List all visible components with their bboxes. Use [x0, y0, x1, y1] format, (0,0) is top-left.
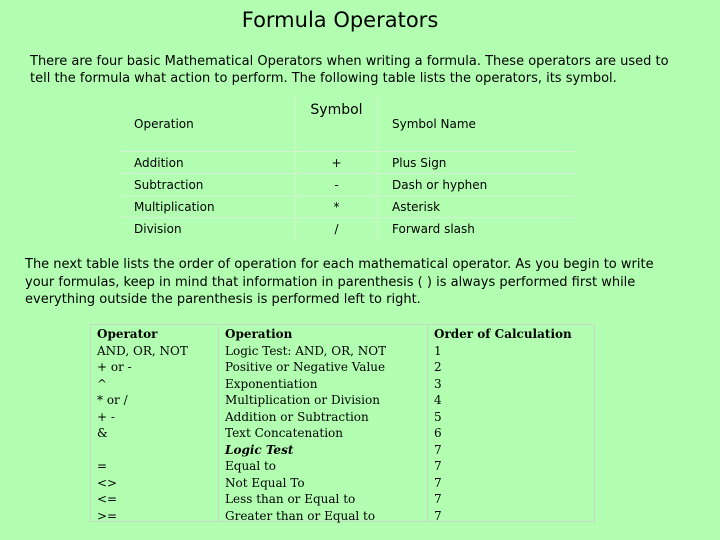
operation-cell: Positive or Negative Value	[225, 360, 386, 374]
symbol-name-cell: Asterisk	[378, 196, 576, 218]
operation-cell: Less than or Equal to	[225, 492, 356, 506]
order-cell: 7	[434, 442, 442, 457]
operation-cell: Division	[120, 218, 296, 240]
operation-cell: Greater than or Equal to	[225, 508, 376, 523]
operator-cell: * or /	[97, 393, 128, 407]
order-cell: 7	[434, 475, 442, 490]
symbol-cell: /	[296, 218, 378, 240]
table-row	[120, 152, 575, 174]
symbol-name-cell: Dash or hyphen	[378, 174, 576, 196]
table-row	[120, 174, 575, 196]
operation-cell: Equal to	[225, 459, 277, 473]
operator-cell: &	[97, 426, 108, 440]
header-symbol: Symbol	[296, 97, 378, 152]
operator-cell: =	[97, 459, 108, 473]
symbol-cell: +	[296, 152, 378, 174]
order-cell: 7	[434, 459, 442, 473]
operation-cell: Multiplication or Division	[225, 393, 380, 407]
operator-cell: >=	[97, 508, 118, 523]
header-operation: Operation	[134, 117, 194, 131]
operation-cell: Subtraction	[120, 174, 296, 196]
order-of-operations-paragraph: The next table lists the order of operation for each mathematical operator. As you begin to write your formulas, keep in mind that information in parenthesis ( ) is always performed first while everything outside the parenthesis is performed left to right.	[25, 257, 654, 307]
table-row	[120, 196, 575, 218]
page-title: Formula Operators	[241, 8, 439, 32]
header-operator: Operator	[97, 327, 158, 341]
operation-column	[225, 326, 421, 521]
order-cell: 3	[434, 376, 442, 391]
order-cell: 2	[434, 360, 442, 374]
table-header-row	[120, 97, 575, 152]
operation-cell: Text Concatenation	[225, 426, 344, 440]
operator-cell	[97, 442, 217, 459]
operation-cell: Addition	[120, 152, 296, 174]
header-operation: Operation	[225, 327, 293, 341]
operator-cell: ^	[97, 376, 108, 391]
operator-cell: <=	[97, 492, 118, 506]
operation-cell-logic-test: Logic Test	[225, 442, 294, 457]
order-cell: 4	[434, 393, 442, 407]
operator-cell: AND, OR, NOT	[97, 343, 188, 358]
operator-cell: + or -	[97, 360, 132, 374]
header-symbol-name: Symbol Name	[378, 97, 576, 152]
column-divider	[218, 325, 219, 521]
operation-cell: Not Equal To	[225, 475, 305, 490]
table-row	[120, 218, 575, 240]
symbol-name-cell: Plus Sign	[378, 152, 576, 174]
column-divider	[427, 325, 428, 521]
symbol-name-cell: Forward slash	[378, 218, 576, 240]
order-column	[434, 326, 594, 521]
operation-cell: Logic Test: AND, OR, NOT	[225, 343, 387, 358]
symbol-cell: *	[296, 196, 378, 218]
order-cell: 5	[434, 409, 442, 424]
operation-cell: Exponentiation	[225, 376, 318, 391]
order-of-operations-table	[90, 324, 595, 522]
operation-cell: Multiplication	[120, 196, 296, 218]
order-cell: 7	[434, 492, 442, 506]
operation-cell: Addition or Subtraction	[225, 409, 369, 424]
operator-cell: <>	[97, 475, 118, 490]
header-order: Order of Calculation	[434, 327, 572, 341]
symbol-cell: -	[296, 174, 378, 196]
operators-table	[120, 97, 575, 239]
intro-paragraph: There are four basic Mathematical Operators when writing a formula. These operators are used to tell the formula what action to perform. The following table lists the operators, its symbol.	[30, 54, 669, 86]
order-cell: 1	[434, 343, 442, 358]
operator-cell: + -	[97, 409, 115, 424]
order-cell: 7	[434, 508, 442, 523]
operator-column	[97, 326, 217, 521]
order-cell: 6	[434, 426, 442, 440]
